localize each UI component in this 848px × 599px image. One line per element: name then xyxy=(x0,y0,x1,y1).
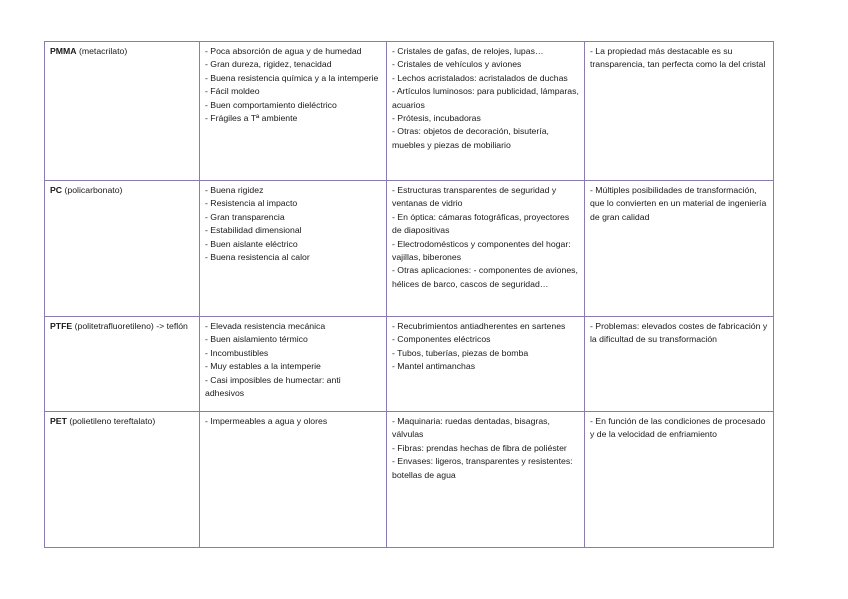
table-row xyxy=(45,42,774,181)
properties-cell xyxy=(200,181,387,317)
material-name: (politetrafluoretileno) -> teflón xyxy=(72,321,188,331)
application-item: - Mantel antimanchas xyxy=(392,361,476,372)
application-item: - Maquinaria: ruedas dentadas, bisagras, válvulas xyxy=(392,416,550,440)
material-cell xyxy=(45,317,200,412)
application-item: - Electrodomésticos y componentes del hogar: vajillas, biberones xyxy=(392,238,571,263)
application-item: - Otras aplicaciones: - componentes de aviones, hélices de barco, cascos de seguridad… xyxy=(392,265,578,289)
application-item: - Cristales de vehículos y aviones xyxy=(392,59,522,70)
material-name: (polietileno tereftalato) xyxy=(66,416,156,426)
notes-text: - En función de las condiciones de procesado y de la velocidad de enfriamiento xyxy=(590,416,766,440)
property-item: - Poca absorción de agua y de humedad xyxy=(205,46,362,56)
application-item: - Otras: objetos de decoración, bisutería, muebles y piezas de mobiliario xyxy=(392,126,549,150)
property-item: - Gran transparencia xyxy=(205,211,285,222)
material-abbr: PTFE xyxy=(50,321,73,331)
properties-cell xyxy=(200,412,387,548)
material-cell xyxy=(45,42,200,181)
property-item: - Fácil moldeo xyxy=(205,86,260,97)
table-row xyxy=(45,317,774,412)
material-name: (policarbonato) xyxy=(62,185,123,195)
table-row xyxy=(45,412,774,548)
property-item: - Buen aislamiento térmico xyxy=(205,334,308,345)
property-item: - Frágiles a Tª ambiente xyxy=(205,113,298,124)
application-item: - Tubos, tuberías, piezas de bomba xyxy=(392,347,529,358)
notes-cell xyxy=(585,412,774,548)
material-name: (metacrilato) xyxy=(76,46,128,56)
properties-cell xyxy=(200,42,387,181)
material-cell xyxy=(45,412,200,548)
applications-cell xyxy=(387,42,585,181)
property-item: - Buena rigidez xyxy=(205,185,264,195)
properties-cell xyxy=(200,317,387,412)
property-item: - Buen comportamiento dieléctrico xyxy=(205,99,337,110)
application-item: - Prótesis, incubadoras xyxy=(392,113,481,124)
application-item: - Fibras: prendas hechas de fibra de poliéster xyxy=(392,442,567,453)
property-item: - Estabilidad dimensional xyxy=(205,225,302,236)
property-item: - Resistencia al impacto xyxy=(205,198,298,209)
property-item: - Incombustibles xyxy=(205,347,269,358)
application-item: - Componentes eléctricos xyxy=(392,334,491,345)
material-abbr: PC xyxy=(50,185,63,195)
application-item: - En óptica: cámaras fotográficas, proyectores de diapositivas xyxy=(392,211,570,236)
property-item: - Elevada resistencia mecánica xyxy=(205,321,326,331)
plastics-table xyxy=(44,41,774,548)
notes-cell xyxy=(585,42,774,181)
property-item: - Buen aislante eléctrico xyxy=(205,238,298,249)
notes-text: - La propiedad más destacable es su transparencia, tan perfecta como la del cristal xyxy=(590,46,766,70)
property-item: - Buena resistencia química y a la intemperie xyxy=(205,72,379,83)
application-item: - Recubrimientos antiadherentes en sartenes xyxy=(392,321,566,331)
property-item: - Casi imposibles de humectar: anti adhesivos xyxy=(205,374,341,399)
notes-cell xyxy=(585,317,774,412)
table-row xyxy=(45,181,774,317)
application-item: - Artículos luminosos: para publicidad, lámparas, acuarios xyxy=(392,86,579,110)
application-item: - Envases: ligeros, transparentes y resistentes: botellas de agua xyxy=(392,456,573,480)
property-item: - Buena resistencia al calor xyxy=(205,252,310,263)
notes-text: - Problemas: elevados costes de fabricación y la dificultad de su transformación xyxy=(590,321,768,345)
material-cell xyxy=(45,181,200,317)
applications-cell xyxy=(387,181,585,317)
applications-cell xyxy=(387,412,585,548)
application-item: - Estructuras transparentes de seguridad y ventanas de vidrio xyxy=(392,185,557,209)
applications-cell xyxy=(387,317,585,412)
notes-text: - Múltiples posibilidades de transformación, que lo convierten en un material de ingeniería de gran calidad xyxy=(590,185,767,222)
property-item: - Impermeables a agua y olores xyxy=(205,416,328,426)
property-item: - Gran dureza, rigidez, tenacidad xyxy=(205,59,332,70)
property-item: - Muy estables a la intemperie xyxy=(205,361,321,372)
notes-cell xyxy=(585,181,774,317)
material-abbr: PET xyxy=(50,416,67,426)
application-item: - Cristales de gafas, de relojes, lupas… xyxy=(392,46,544,56)
application-item: - Lechos acristalados: acristalados de duchas xyxy=(392,72,568,83)
material-abbr: PMMA xyxy=(50,46,77,56)
